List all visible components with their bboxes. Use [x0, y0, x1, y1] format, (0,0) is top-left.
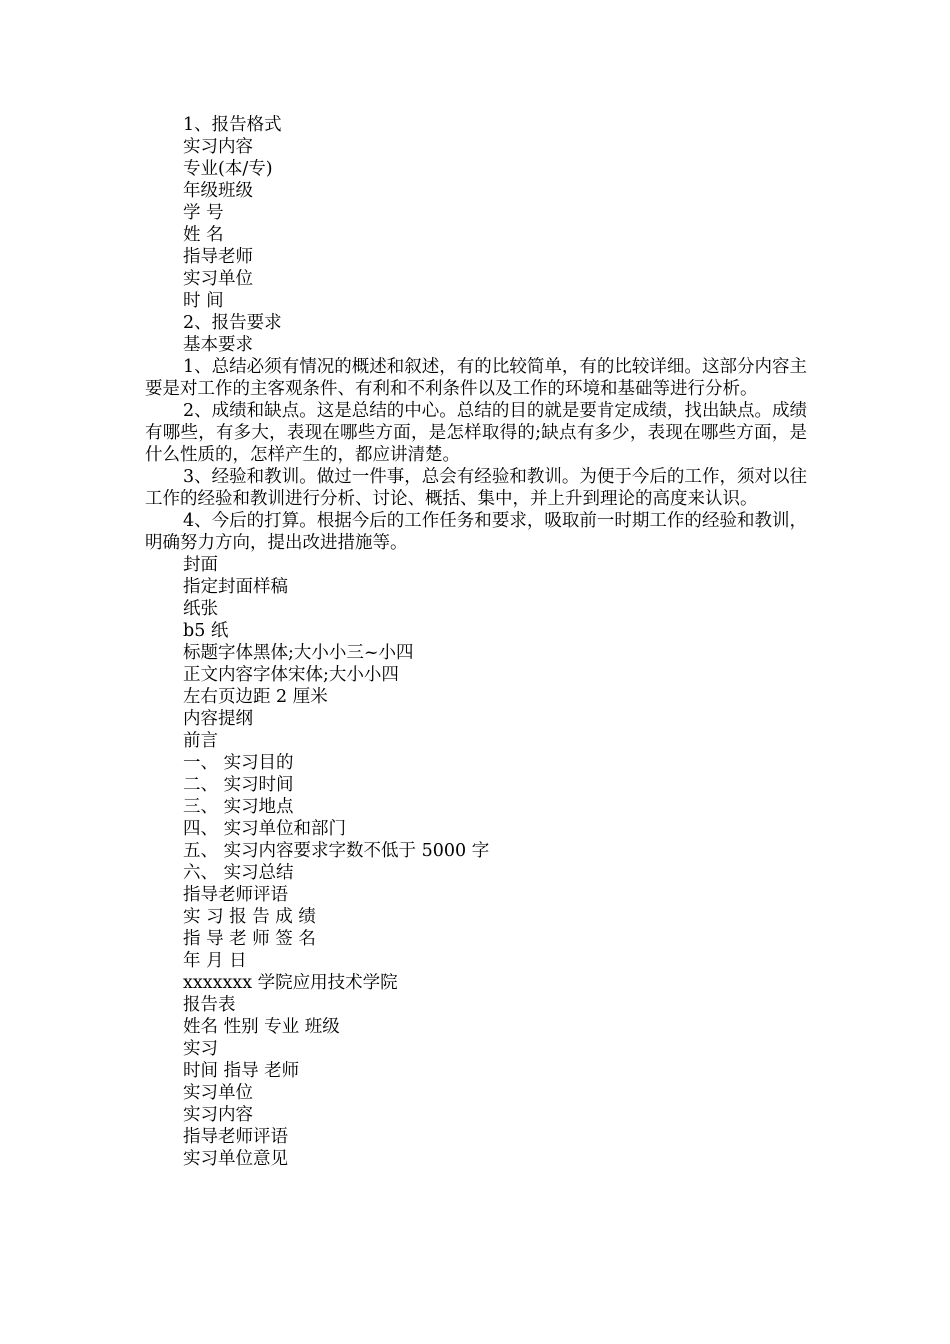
- paragraph: 3、经验和教训。做过一件事，总会有经验和教训。为便于今后的工作，须对以往工作的经验和教训进行分析、讨论、概括、集中，并上升到理论的高度来认识。: [145, 467, 807, 509]
- outline-section: [145, 554, 807, 1170]
- doc-line: 1、报告格式: [183, 115, 282, 135]
- format-section: [145, 114, 807, 356]
- doc-line: b5 纸: [183, 621, 229, 641]
- doc-line: 实 习 报 告 成 绩: [183, 907, 316, 927]
- doc-line: 五、 实习内容要求字数不低于 5000 字: [183, 841, 490, 861]
- doc-line: 纸张: [183, 599, 218, 619]
- doc-line: 实习内容: [183, 1105, 253, 1125]
- doc-line: 实习: [183, 1039, 218, 1059]
- doc-line: 指导老师: [183, 247, 253, 267]
- doc-line: 六、 实习总结: [183, 863, 294, 883]
- doc-line: 实习内容: [183, 137, 253, 157]
- doc-line: 二、 实习时间: [183, 775, 294, 795]
- doc-line: 指导老师评语: [183, 885, 288, 905]
- requirements-section: [145, 356, 807, 554]
- doc-line: 学 号: [183, 203, 224, 223]
- doc-line: 指定封面样稿: [183, 577, 288, 597]
- doc-line: 时 间: [183, 291, 224, 311]
- doc-line: 2、报告要求: [183, 313, 282, 333]
- paragraph: 4、今后的打算。根据今后的工作任务和要求，吸取前一时期工作的经验和教训，明确努力方向，提出改进措施等。: [145, 511, 807, 553]
- doc-line: 报告表: [183, 995, 236, 1015]
- doc-line: 指 导 老 师 签 名: [183, 929, 316, 949]
- doc-line: 正文内容字体宋体;大小小四: [183, 665, 399, 685]
- doc-line: 封面: [183, 555, 218, 575]
- doc-line: 前言: [183, 731, 218, 751]
- paragraph: 2、成绩和缺点。这是总结的中心。总结的目的就是要肯定成绩，找出缺点。成绩有哪些，有多大，表现在哪些方面，是怎样取得的;缺点有多少，表现在哪些方面，是什么性质的，怎样产生的，都应讲清楚。: [145, 401, 807, 465]
- document-page: [145, 114, 807, 1170]
- doc-line: 四、 实习单位和部门: [183, 819, 347, 839]
- doc-line: 指导老师评语: [183, 1127, 288, 1147]
- doc-line: 姓名 性别 专业 班级: [183, 1017, 340, 1037]
- doc-line: 实习单位: [183, 269, 253, 289]
- doc-line: 实习单位意见: [183, 1149, 288, 1169]
- doc-line: 标题字体黑体;大小小三~小四: [183, 643, 414, 663]
- doc-line: 年 月 日: [183, 951, 247, 971]
- doc-line: 实习单位: [183, 1083, 253, 1103]
- doc-line: 三、 实习地点: [183, 797, 294, 817]
- doc-line: xxxxxxx 学院应用技术学院: [183, 973, 398, 993]
- doc-line: 年级班级: [183, 181, 253, 201]
- paragraph: 1、总结必须有情况的概述和叙述，有的比较简单，有的比较详细。这部分内容主要是对工作的主客观条件、有利和不利条件以及工作的环境和基础等进行分析。: [145, 357, 807, 399]
- doc-line: 姓 名: [183, 225, 224, 245]
- doc-line: 时间 指导 老师: [183, 1061, 300, 1081]
- doc-line: 一、 实习目的: [183, 753, 294, 773]
- doc-line: 内容提纲: [183, 709, 253, 729]
- doc-line: 左右页边距 2 厘米: [183, 687, 328, 707]
- doc-line: 基本要求: [183, 335, 253, 355]
- doc-line: 专业(本/专): [183, 159, 273, 179]
